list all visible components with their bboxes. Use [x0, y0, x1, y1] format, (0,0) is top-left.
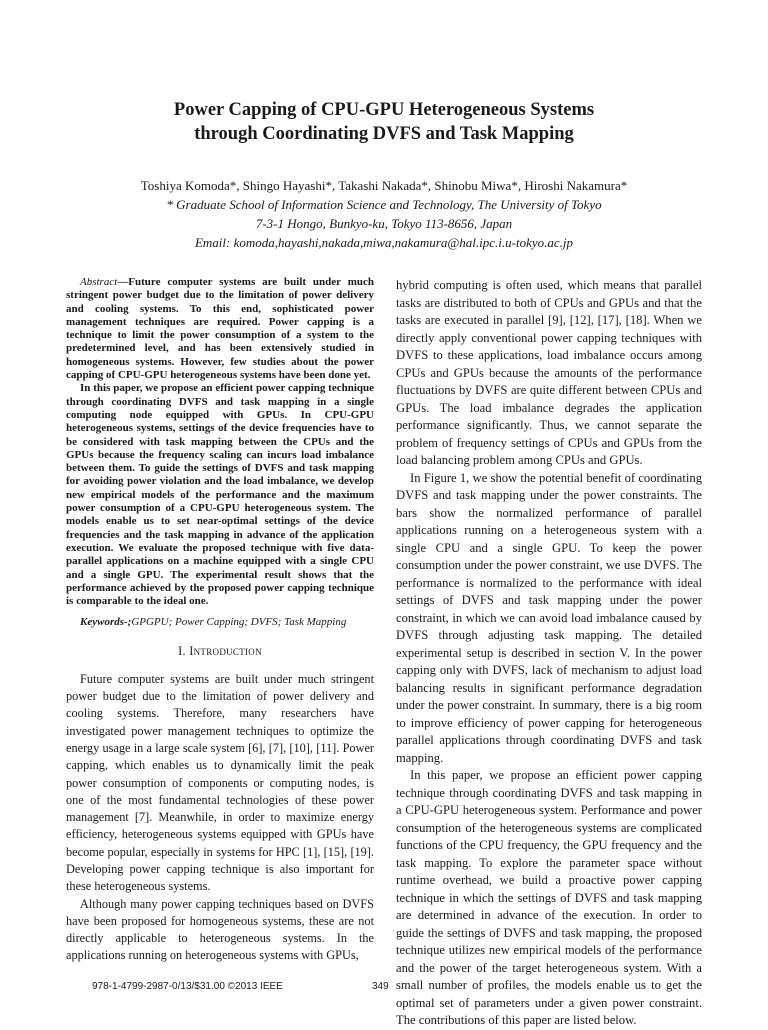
paper-title — [0, 98, 768, 146]
section-title: Introduction — [189, 644, 262, 659]
page-number: 349 — [372, 981, 389, 992]
section-heading-introduction — [66, 643, 374, 660]
keywords-label: Keywords-; — [80, 616, 132, 629]
intro-paragraph-4: In Figure 1, we show the potential benefit of coordinating DVFS and task mapping under the power constraints. The bars show the normalized performance of parallel applications running on a heterogeneous system with a single CPU and a single GPU. To keep the power consumption under the power constraint, we use DVFS. The performance is normalized to the performance with ideal settings of DVFS and task mapping under the power constraint, in which we can avoid load imbalance caused by DVFS through adjusting task mapping. The detailed experimental setup is described in section V. In the power capping only with DVFS, lack of mechanism to adjust load balancing results in significant performance degradation under the power constraint. In summary, there is a big room to improve efficiency of power capping for heterogeneous parallel applications through coordinating DVFS and task mapping. — [396, 470, 702, 765]
author-address: 7-3-1 Hongo, Bunkyo-ku, Tokyo 113-8656, Japan — [255, 216, 513, 231]
abstract-paragraph-1 — [66, 276, 374, 382]
section-number: I. — [178, 644, 190, 659]
author-email: Email: komoda,hayashi,nakada,miwa,nakamura@hal.ipc.i.u-tokyo.ac.jp — [194, 235, 574, 250]
intro-paragraph-5: In this paper, we propose an efficient power capping technique through coordinating DVFS and task mapping in a CPU-GPU heterogeneous system. Performance and power consumption of the heterogeneous systems are complicated functions of the CPU frequency, the GPU frequency and the task mapping. To explore the parameter space without runtime overhead, we build a proactive power capping technique in which the settings of DVFS and task mapping are determined in advance of the execution. In order to guide the settings of DVFS and task mapping, the proposed technique utilizes new empirical models of the performance and the power of the target heterogeneous system. With a small number of profiles, the models enable us to get the optimal set of parameters under a given power constraint. The contributions of this paper are listed below. — [396, 768, 702, 1027]
abstract-label: Abstract — [80, 276, 118, 288]
abstract-text-1: —Future computer systems are built under much stringent power budget due to the limitation of power delivery and cooling systems. To this end, sophisticated power management techniques are required. Power capping is a technique to limit the power consumption of a system to the predetermined level, and has been extensively studied in homogeneous systems. However, few studies about the power capping of CPU-GPU heterogeneous systems have been done yet. — [66, 276, 374, 382]
left-column — [66, 276, 374, 965]
author-block — [0, 176, 768, 252]
intro-paragraph-2: Although many power capping techniques based on DVFS have been proposed for homogeneous systems, these are not directly applicable to heterogeneous systems. In the applications running on heterogeneous systems with GPUs, — [66, 896, 374, 963]
intro-paragraph-3: hybrid computing is often used, which means that parallel tasks are distributed to both of CPUs and GPUs and that the tasks are executed in parallel [9], [12], [17], [18]. When we directly apply conventional power capping techniques with DVFS to these applications, load imbalance occurs among CPUs and GPUs because the amounts of the performance fluctuations by DVFS are quite different between CPUs and GPUs. The load imbalance degrades the application performance significantly. Thus, we cannot separate the problem of frequency settings of CPUs and GPUs from the load balancing problem among CPUs and GPUs. — [396, 278, 702, 467]
keywords — [66, 615, 374, 629]
author-affiliation: * Graduate School of Information Science and Technology, The University of Tokyo — [166, 197, 602, 212]
author-names: Toshiya Komoda*, Shingo Hayashi*, Takashi Nakada*, Shinobu Miwa*, Hiroshi Nakamura* — [140, 178, 628, 193]
intro-paragraph-1: Future computer systems are built under much stringent power budget due to the limitation of power delivery and cooling systems. Therefore, many researchers have investigated power management techniques to optimize the energy usage in a large scale system [6], [7], [10], [11]. Power capping, which enables us to dynamically limit the peak power consumption of components or computing nodes, is one of the most fundamental technologies of these power management [7]. Meanwhile, in order to maximize energy efficiency, heterogeneous systems equipped with GPUs have become popular, especially in systems for HPC [1], [15], [19]. Developing power capping technique is also important for these heterogeneous systems. — [66, 671, 374, 894]
right-column — [396, 277, 702, 1030]
keywords-values: GPGPU; Power Capping; DVFS; Task Mapping — [131, 616, 347, 629]
title-line-1: Power Capping of CPU-GPU Heterogeneous Systems — [173, 100, 595, 120]
title-line-2: through Coordinating DVFS and Task Mapping — [194, 124, 574, 144]
abstract-paragraph-2: In this paper, we propose an efficient power capping technique through coordinating DVFS and task mapping in a single computing node equipped with GPUs. In CPU-GPU heterogeneous systems, settings of the device frequencies have to be considered with task mapping between the CPUs and the GPUs because the frequency scaling can incurs load imbalance between them. To guide the settings of DVFS and task mapping for avoiding power violation and the load imbalance, we develop new empirical models of the performance and the maximum power consumption of a CPU-GPU heterogeneous system. The models enable us to set near-optimal settings of the device frequencies and the task mapping in advance of the application execution. We evaluate the proposed technique with five data-parallel applications on a machine equipped with a single CPU and a single GPU. The experimental result shows that the performance achieved by the proposed power capping technique is comparable to the ideal one. — [66, 382, 374, 608]
footer-copyright: 978-1-4799-2987-0/13/$31.00 ©2013 IEEE — [92, 981, 283, 992]
